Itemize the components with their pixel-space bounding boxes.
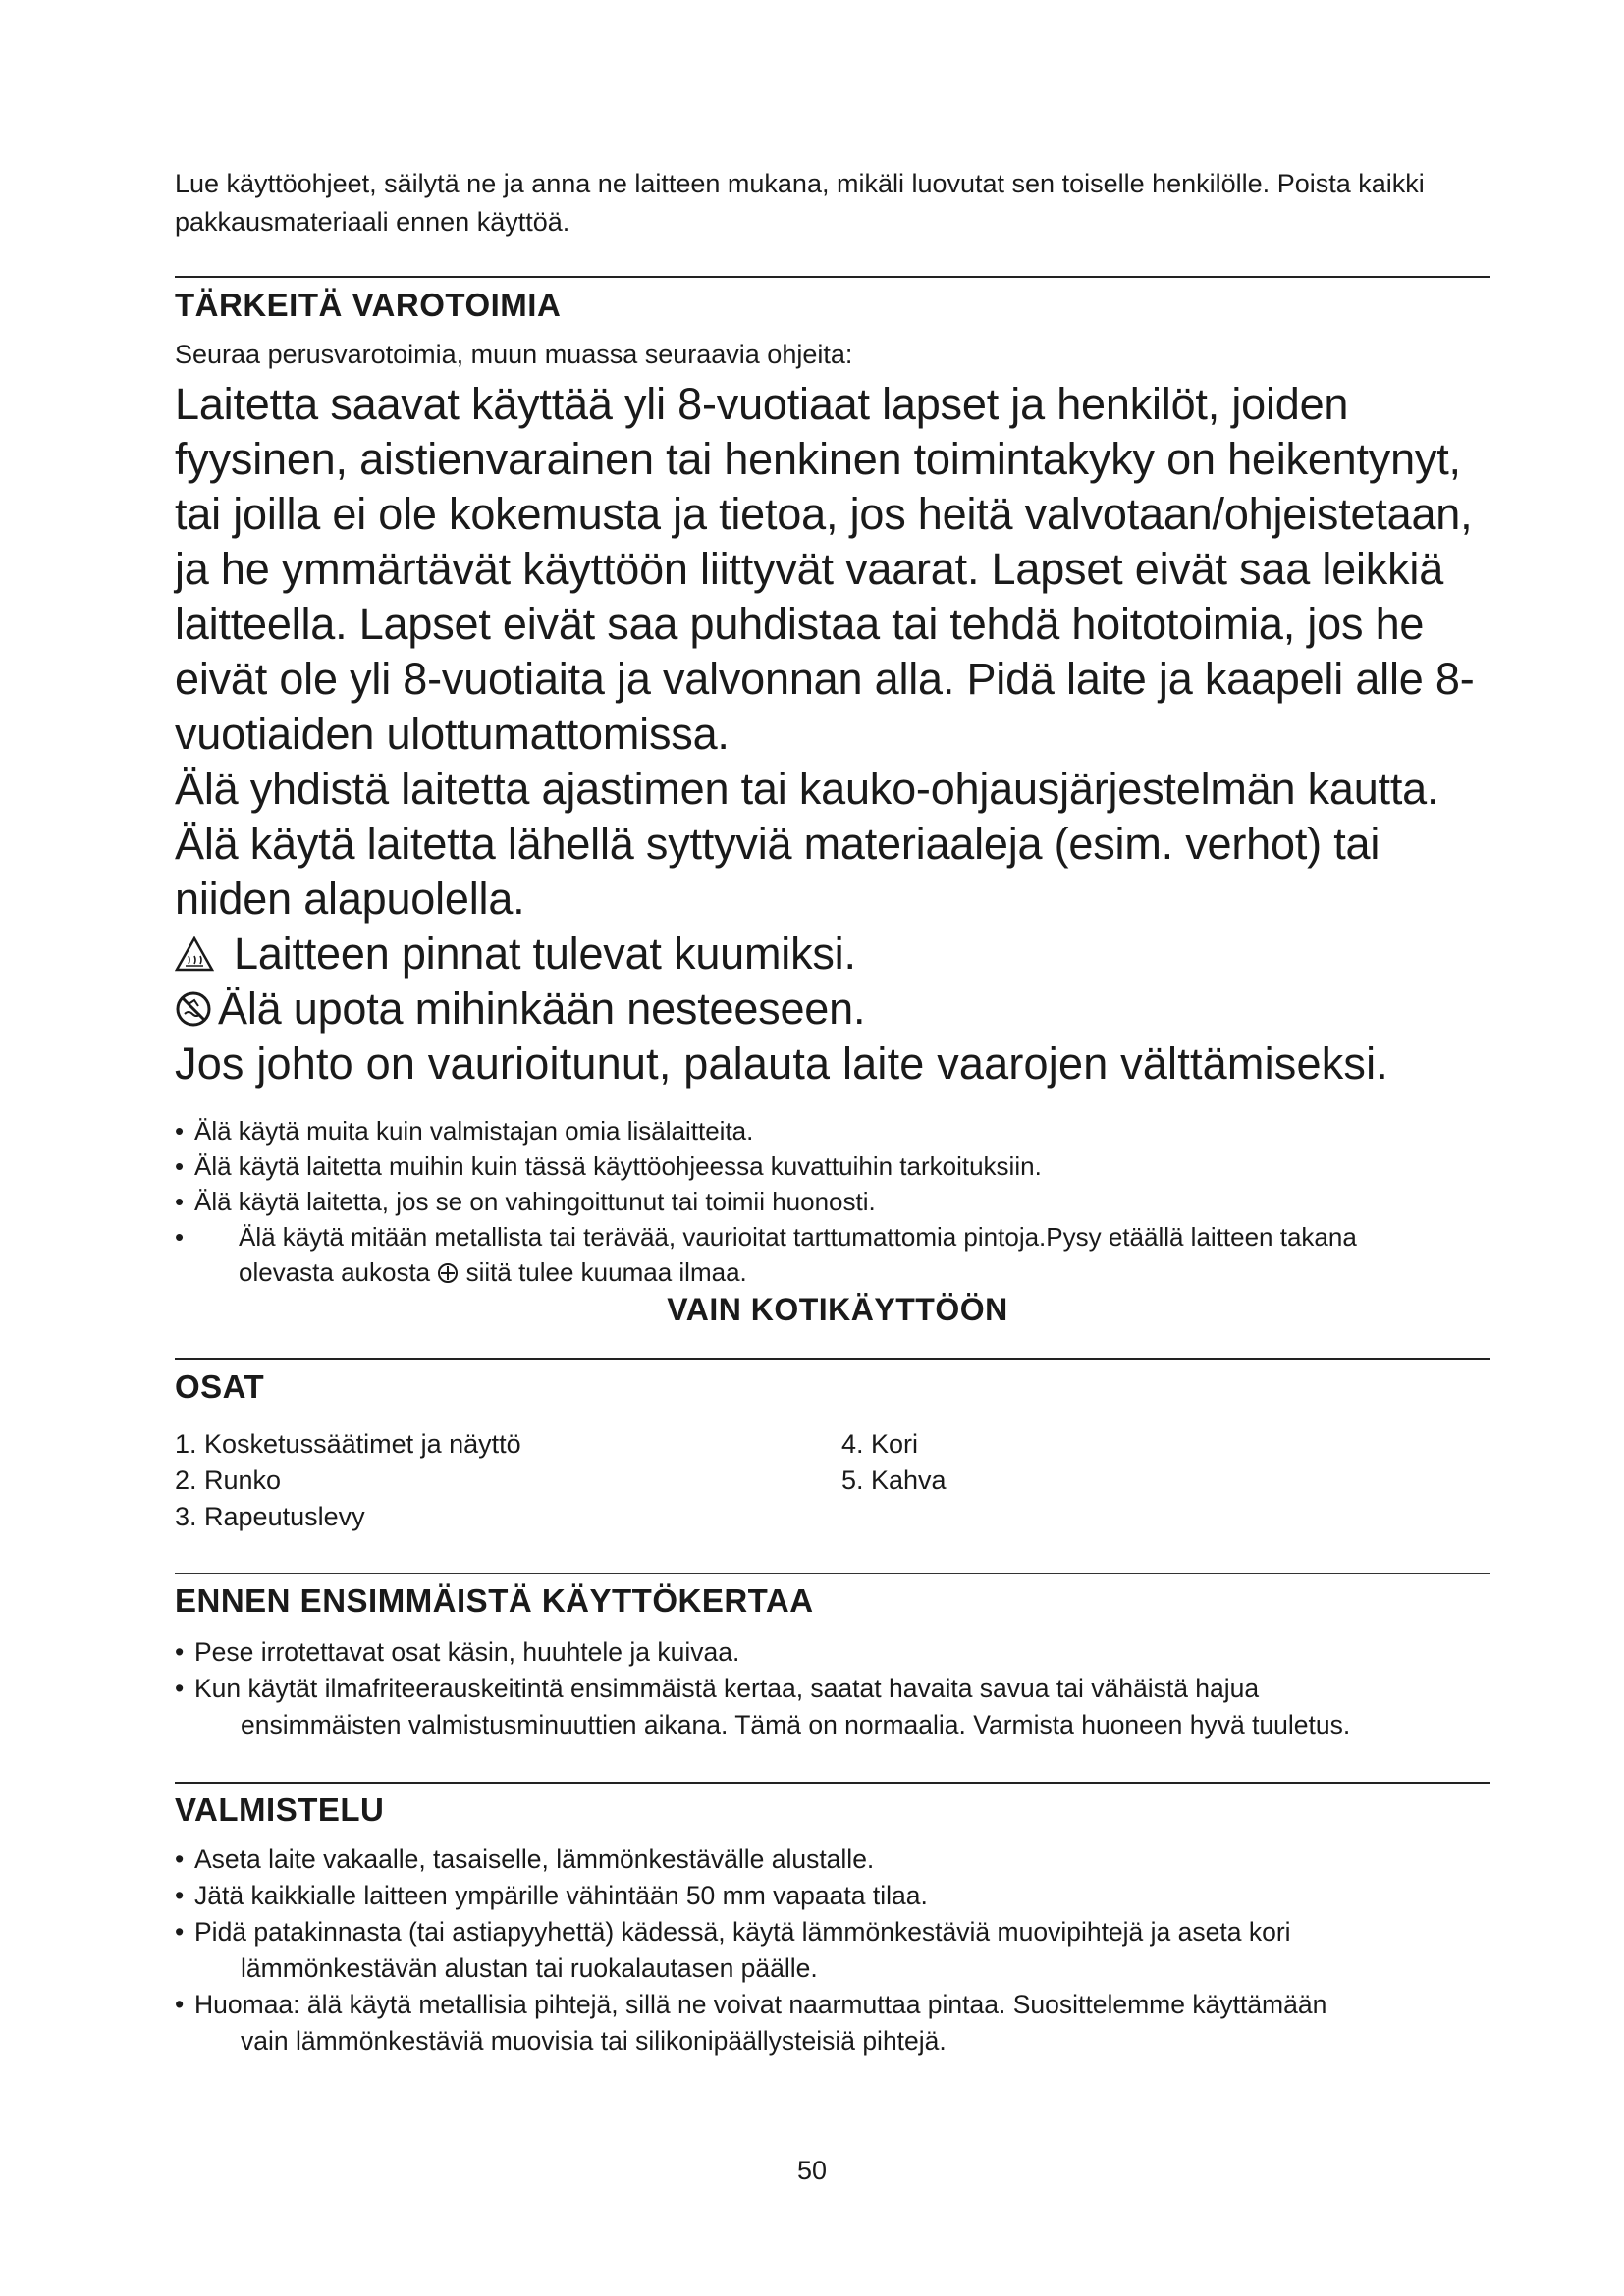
page-number: 50 xyxy=(796,2156,828,2185)
list-item: • Kun käytät ilmafriteerauskeitintä ensimmäistä kertaa, saatat havaita savua tai vähäistä hajua ensimmäisten valmistusminuuttien aikana. Tämä on normaalia. Varmista huoneen hyvä tuuletus. xyxy=(175,1674,1351,1739)
list-item: • Huomaa: älä käytä metallisia pihtejä, sillä ne voivat naarmuttaa pintaa. Suosittelemme käyttämään vain lämmönkestäviä muovisia tai silikonipäällysteisiä pihtejä. xyxy=(175,1990,1327,2056)
hot-surface-warning-icon xyxy=(175,936,214,972)
list-item: • Älä käytä muita kuin valmistajan omia lisälaitteita. xyxy=(175,1116,754,1146)
no-immerse-line xyxy=(175,982,1495,1037)
do-not-immerse-icon xyxy=(175,990,212,1028)
list-item: • Älä käytä laitetta, jos se on vahingoittunut tai toimii huonosti. xyxy=(175,1187,876,1216)
list-item: 4. Kori xyxy=(841,1429,919,1459)
section-divider xyxy=(175,1573,1490,1574)
safety-bullet-list xyxy=(175,1113,1490,1290)
safety-subheading: Seuraa perusvarotoimia, muun muassa seuraavia ohjeita: xyxy=(175,340,853,369)
cord-warning: Jos johto on vaurioitunut, palauta laite vaarojen välttämiseksi. xyxy=(175,1039,1388,1089)
list-item: • Älä käytä mitään metallista tai terävää, vaurioitat tarttumattomia pintoja.Pysy etäällä laitteen takana olevasta aukosta siitä tulee kuumaa ilmaa. xyxy=(175,1222,1357,1287)
parts-right-column xyxy=(841,1426,947,1499)
list-item: • Jätä kaikkialle laitteen ympärille vähintään 50 mm vapaata tilaa. xyxy=(175,1881,928,1910)
intro-text: Lue käyttöohjeet, säilytä ne ja anna ne laitteen mukana, mikäli luovutat sen toiselle henkilölle. Poista kaikki pakkausmateriaali ennen käyttöä. xyxy=(175,169,1425,237)
no-immerse-text: Älä upota mihinkään nesteeseen. xyxy=(218,984,866,1034)
before-first-use-list xyxy=(175,1634,1490,1743)
safety-warnings xyxy=(175,377,1495,1092)
list-item: 1. Kosketussäätimet ja näyttö xyxy=(175,1429,521,1459)
list-item: 2. Runko xyxy=(175,1466,282,1495)
section-divider xyxy=(175,276,1490,278)
home-use-heading: VAIN KOTIKÄYTTÖÖN xyxy=(667,1292,1008,1327)
list-item: • Pidä patakinnasta (tai astiapyyhettä) kädessä, käytä lämmönkestäviä muovipihtejä ja aseta kori lämmönkestävän alustan tai ruokalautasen päälle. xyxy=(175,1917,1291,1983)
list-item: • Aseta laite vakaalle, tasaiselle, lämmönkestävälle alustalle. xyxy=(175,1844,875,1874)
list-item: 5. Kahva xyxy=(841,1466,947,1495)
parts-heading: OSAT xyxy=(175,1368,265,1405)
parts-left-column xyxy=(175,1426,521,1535)
hot-surface-text: Laitteen pinnat tulevat kuumiksi. xyxy=(234,929,856,979)
hot-surface-line xyxy=(175,927,1495,982)
flammable-warning: Älä käytä laitetta lähellä syttyviä materiaaleja (esim. verhot) tai niiden alapuolella. xyxy=(175,819,1380,924)
before-first-use-heading: ENNEN ENSIMMÄISTÄ KÄYTTÖKERTAA xyxy=(175,1582,814,1619)
list-item: • Älä käytä laitetta muihin kuin tässä käyttöohjeessa kuvattuihin tarkoituksiin. xyxy=(175,1151,1042,1181)
section-divider xyxy=(175,1782,1490,1784)
preparation-list xyxy=(175,1842,1490,2059)
timer-warning: Älä yhdistä laitetta ajastimen tai kauko-ohjausjärjestelmän kautta. xyxy=(175,764,1439,814)
list-item: 3. Rapeutuslevy xyxy=(175,1502,365,1531)
air-vent-icon xyxy=(437,1262,459,1284)
safety-heading: TÄRKEITÄ VAROTOIMIA xyxy=(175,287,562,323)
children-warning: Laitetta saavat käyttää yli 8-vuotiaat lapset ja henkilöt, joiden fyysinen, aistienvarainen tai henkinen toimintakyky on heikentynyt, tai joilla ei ole kokemusta ja tietoa, jos heitä valvotaan/ohjeistetaan, ja he ymmärtävät käyttöön liittyvät vaarat. Lapset eivät saa leikkiä laitteella. Lapset eivät saa puhdistaa tai tehdä hoitotoimia, jos he eivät ole yli 8-vuotiaita ja valvonnan alla. Pidä laite ja kaapeli alle 8-vuotiaiden ulottumattomissa. xyxy=(175,379,1475,759)
preparation-heading: VALMISTELU xyxy=(175,1791,385,1828)
list-item: • Pese irrotettavat osat käsin, huuhtele ja kuivaa. xyxy=(175,1637,740,1667)
section-divider xyxy=(175,1358,1490,1360)
